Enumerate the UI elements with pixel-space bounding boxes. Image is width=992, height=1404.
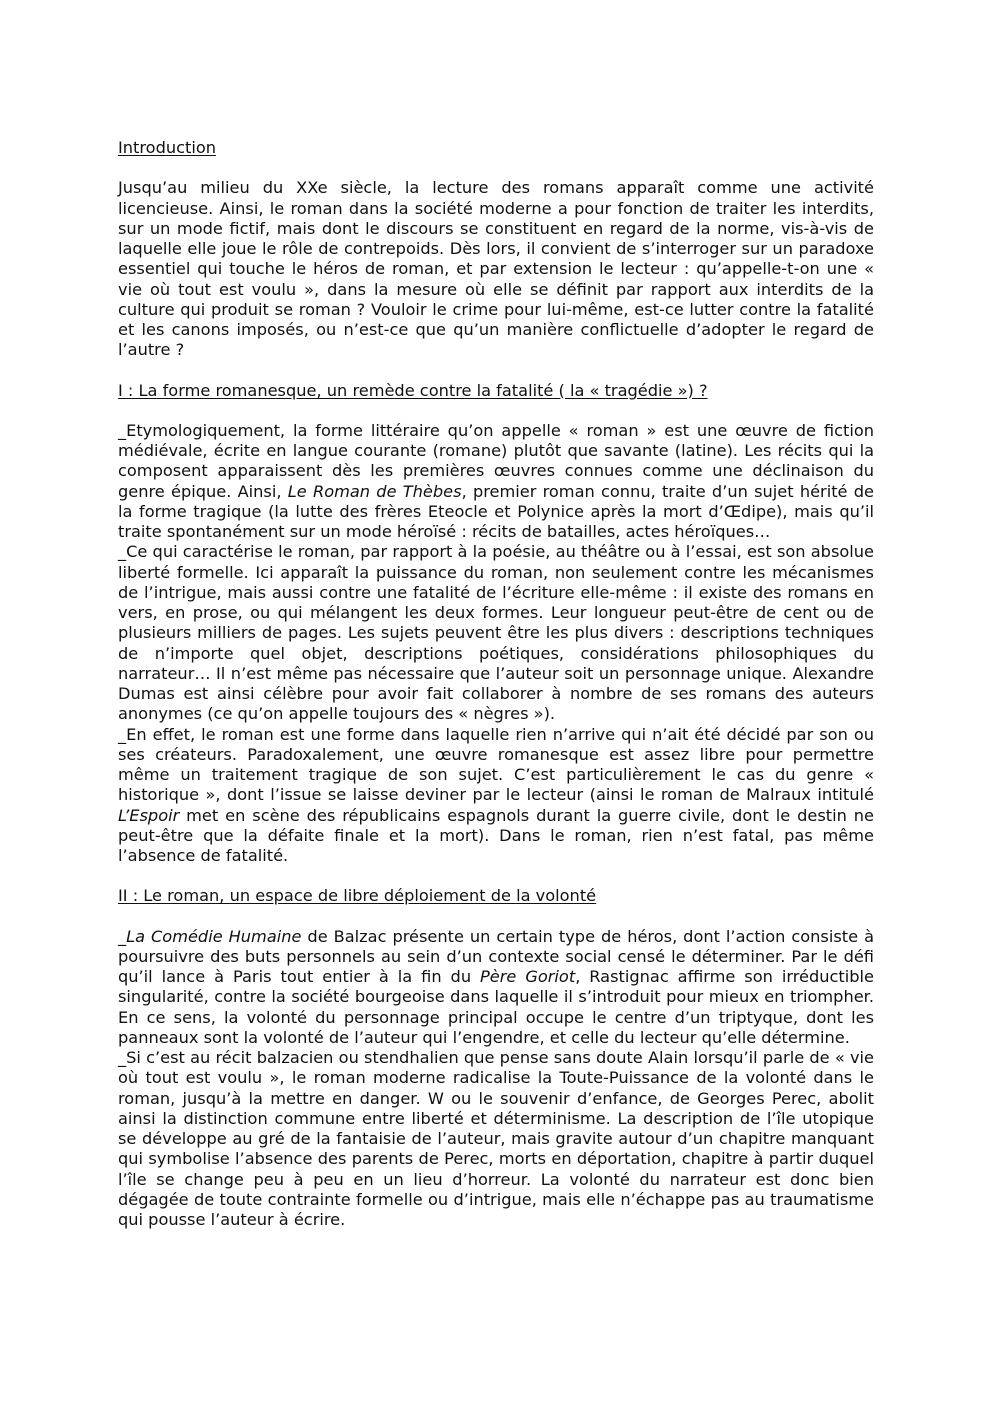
part2-heading: II : Le roman, un espace de libre déploiement de la volonté xyxy=(118,886,597,906)
document-page xyxy=(118,138,874,1230)
part2-paragraph-2: _Si c’est au récit balzacien ou stendhalien que pense sans doute Alain lorsqu’il parle de « vie où tout est voulu », le roman moderne radicalise la Toute-Puissance de la volonté dans le roman, jusqu’à la mettre en danger. W ou le souvenir d’enfance, de Georges Perec, abolit ainsi la distinction commune entre liberté et déterminisme. La description de l’île utopique se développe au gré de la fantaisie de l’auteur, mais gravite autour d’un chapitre manquant qui symbolise l’absence des parents de Perec, morts en déportation, chapitre à partir duquel l’île se change peu à peu en un lieu d’horreur. La volonté du narrateur est donc bien dégagée de toute contrainte formelle ou d’intrigue, mais elle n’échappe pas au traumatisme qui pousse l’auteur à écrire. xyxy=(118,1048,874,1229)
part1-p3-text-b: met en scène des républicains espagnols durant la guerre civile, dont le destin ne peut-être que la défaite finale et la mort). Dans le roman, rien n’est fatal, pas même l’absence de fatalité. xyxy=(118,805,874,865)
part2-p1-prefix: _ xyxy=(118,926,127,946)
part2-p1-text-b: , Rastignac affirme son irréductible singularité, contre la société bourgeoise dans laquelle il s’introduit pour mieux en triompher. En ce sens, la volonté du personnage principal occupe le centre d’un triptyque, dont les panneaux sont la volonté de l’auteur qui l’engendre, et celle du lecteur qu’elle détermine. xyxy=(118,967,874,1047)
part1-paragraph-1 xyxy=(118,421,874,543)
work-title-espoir: L’Espoir xyxy=(118,805,180,825)
part1-heading: I : La forme romanesque, un remède contre la fatalité ( la « tragédie ») ? xyxy=(118,380,708,400)
intro-paragraph: Jusqu’au milieu du XXe siècle, la lecture des romans apparaît comme une activité licencieuse. Ainsi, le roman dans la société moderne a pour fonction de traiter les interdits, sur un mode fictif, mais dont le discours se constituent en regard de la norme, vis-à-vis de laquelle elle joue le rôle de contrepoids. Dès lors, il convient de s’interroger sur un paradoxe essentiel qui touche le héros de roman, et par extension le lecteur : qu’appelle-t-on une « vie où tout est voulu », dans la mesure où elle se définit par rapport aux interdits de la culture qui produit se roman ? Vouloir le crime pour lui-même, est-ce lutter contre la fatalité et les canons imposés, ou n’est-ce que qu’un manière conflictuelle d’adopter le regard de l’autre ? xyxy=(118,178,874,360)
part1-paragraph-2: _Ce qui caractérise le roman, par rapport à la poésie, au théâtre ou à l’essai, est son absolue liberté formelle. Ici apparaît la puissance du roman, non seulement contre les mécanismes de l’intrigue, mais aussi contre une fatalité de l’écriture elle-même : il existe des romans en vers, en prose, ou qui mélangent les deux formes. Leur longueur peut-être de cent ou de plusieurs milliers de pages. Les sujets peuvent être les plus divers : descriptions techniques de n’importe quel objet, descriptions poétiques, considérations philosophiques du narrateur… Il n’est même pas nécessaire que l’auteur soit un personnage unique. Alexandre Dumas est ainsi célèbre pour avoir fait collaborer à nombre de ses romans des auteurs anonymes (ce qu’on appelle toujours des « nègres »). xyxy=(118,542,874,724)
work-title-comedie-humaine: La Comédie Humaine xyxy=(126,926,302,946)
part2-paragraph-1 xyxy=(118,927,874,1049)
work-title-pere-goriot: Père Goriot xyxy=(480,967,576,986)
part2-p1-text-a: de Balzac présente un certain type de héros, dont l’action consiste à poursuivre des buts personnels au sein d’un contexte social censé le déterminer. Par le défi qu’il lance à Paris tout entier à la fin du xyxy=(118,926,874,986)
intro-heading: Introduction xyxy=(118,138,217,157)
part1-paragraph-3 xyxy=(118,725,874,867)
work-title-roman-de-thebes: Le Roman de Thèbes xyxy=(287,481,462,501)
part1-p3-text-a: _En effet, le roman est une forme dans laquelle rien n’arrive qui n’ait été décidé par son ou ses créateurs. Paradoxalement, une œuvre romanesque est assez libre pour permettre même un traitement tragique de son sujet. C’est particulièrement le cas du genre « historique », dont l’issue se laisse deviner par le lecteur (ainsi le roman de Malraux intitulé xyxy=(118,724,874,805)
part1-p1-text-a: _Etymologiquement, la forme littéraire qu’on appelle « roman » est une œuvre de fiction médiévale, écrite en langue courante (romane) plutôt que savante (latine). Les récits qui la composent apparaissent dès les premières œuvres connues comme une déclinaison du genre épique. Ainsi, xyxy=(118,420,874,501)
part1-p1-text-b: , premier roman connu, traite d’un sujet hérité de la forme tragique (la lutte des frères Eteocle et Polynice après la mort d’Œdipe), mais qu’il traite spontanément sur un mode héroïsé : récits de batailles, actes héroïques… xyxy=(118,481,874,541)
